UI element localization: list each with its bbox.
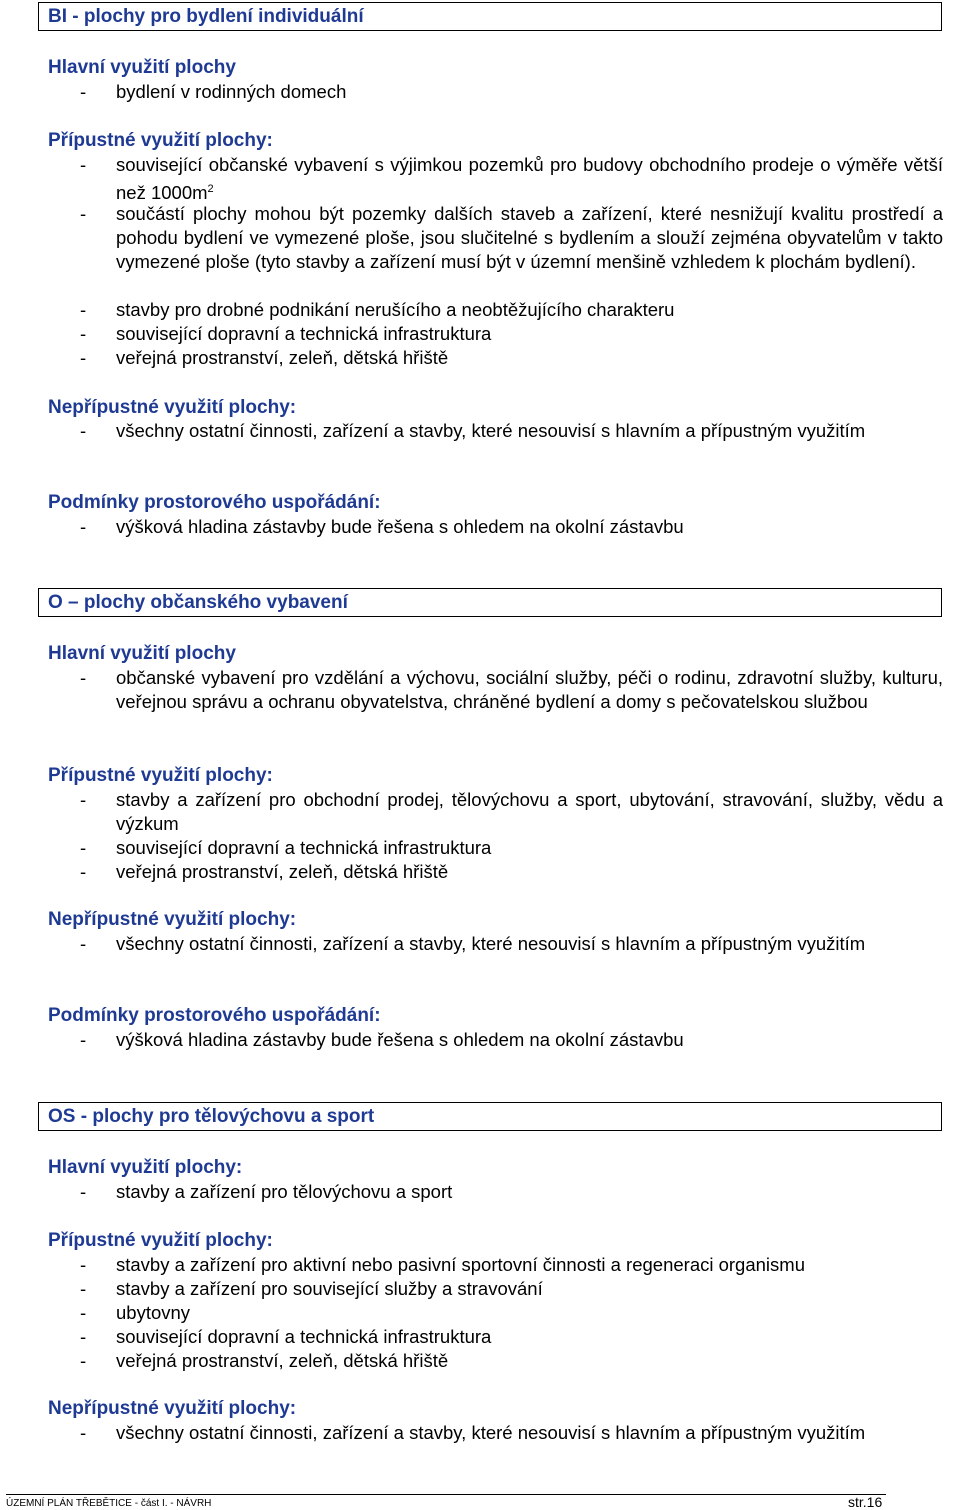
list-item: - stavby a zařízení pro související služby a stravování [80, 1278, 543, 1299]
heading-main-use: Hlavní využití plochy [48, 643, 236, 664]
list-item: - všechny ostatní činnosti, zařízení a stavby, které nesouvisí s hlavním a přípustným využitím [80, 933, 866, 954]
heading-permitted-use: Přípustné využití plochy: [48, 1230, 273, 1251]
heading-forbidden-use: Nepřípustné využití plochy: [48, 909, 297, 930]
list-item: - související dopravní a technická infrastruktura [80, 323, 492, 344]
list-item: - stavby pro drobné podnikání nerušícího a neobtěžujícího charakteru [80, 299, 675, 320]
list-item: - výšková hladina zástavby bude řešena s ohledem na okolní zástavbu [80, 1029, 684, 1050]
list-item: - veřejná prostranství, zeleň, dětská hřiště [80, 347, 449, 368]
heading-spatial-conditions: Podmínky prostorového uspořádání: [48, 1005, 381, 1026]
page-footer: ÚZEMNÍ PLÁN TŘEBĚTICE - část I. - NÁVRH [6, 1494, 886, 1510]
list-item: - všechny ostatní činnosti, zařízení a stavby, které nesouvisí s hlavním a přípustným využitím [80, 1422, 866, 1443]
heading-permitted-use: Přípustné využití plochy: [48, 130, 273, 151]
list-item: - bydlení v rodinných domech [80, 81, 347, 102]
list-item: - občanské vybavení pro vzdělání a výchovu, sociální služby, péči o rodinu, zdravotní služby, kulturu, veřejnou správu a ochranu obyvatelstva, chráněné bydlení a domy s pečovatelskou službou [80, 667, 943, 713]
section-title-bi: BI - plochy pro bydlení individuální [38, 2, 942, 31]
list-item: - výšková hladina zástavby bude řešena s ohledem na okolní zástavbu [80, 516, 684, 537]
list-item: - stavby a zařízení pro aktivní nebo pasivní sportovní činnosti a regeneraci organismu [80, 1254, 805, 1275]
list-item: - související dopravní a technická infrastruktura [80, 1326, 492, 1347]
page-number: str.16 [848, 1494, 883, 1510]
list-item: - související občanské vybavení s výjimkou pozemků pro budovy obchodního prodeje o výměře větší než $1000m^2$ [80, 154, 943, 204]
list-item: - veřejná prostranství, zeleň, dětská hřiště [80, 861, 449, 882]
list-item: - stavby a zařízení pro obchodní prodej, tělovýchovu a sport, ubytování, stravování, služby, vědu a výzkum [80, 789, 943, 835]
heading-forbidden-use: Nepřípustné využití plochy: [48, 397, 297, 418]
list-item: - všechny ostatní činnosti, zařízení a stavby, které nesouvisí s hlavním a přípustným využitím [80, 420, 866, 441]
list-item: - ubytovny [80, 1302, 191, 1323]
heading-forbidden-use: Nepřípustné využití plochy: [48, 1398, 297, 1419]
heading-permitted-use: Přípustné využití plochy: [48, 765, 273, 786]
list-item: - veřejná prostranství, zeleň, dětská hřiště [80, 1350, 449, 1371]
section-title-os: OS - plochy pro tělovýchovu a sport [38, 1102, 942, 1131]
heading-main-use: Hlavní využití plochy: [48, 1157, 243, 1178]
list-item: - stavby a zařízení pro tělovýchovu a sport [80, 1181, 453, 1202]
heading-main-use: Hlavní využití plochy [48, 57, 236, 78]
list-item: - související dopravní a technická infrastruktura [80, 837, 492, 858]
heading-spatial-conditions: Podmínky prostorového uspořádání: [48, 492, 381, 513]
list-item: - součástí plochy mohou být pozemky dalších staveb a zařízení, které nesnižují kvalitu prostředí a pohodu bydlení ve vymezené ploše, jsou slučitelné s bydlením a slouží zejména obyvatelům v takto vymezené ploše (tyto stavby a zařízení musí být v územní menšině vzhledem k plochám bydlení). [80, 203, 943, 273]
section-title-o: O – plochy občanského vybavení [38, 588, 942, 617]
